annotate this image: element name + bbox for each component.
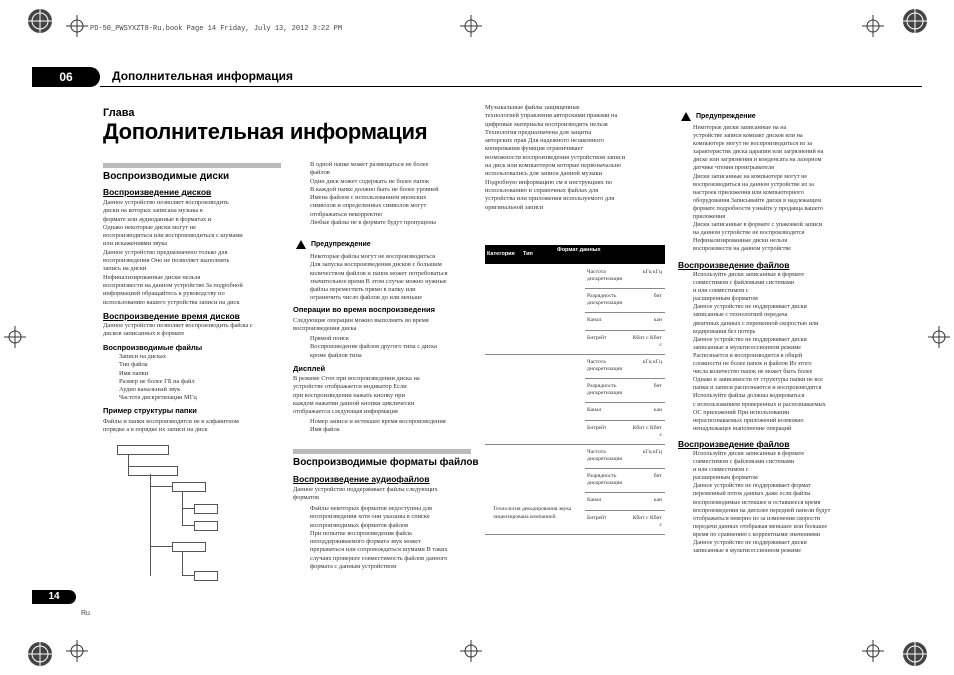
text-line: записанные с технологией передача (693, 311, 788, 319)
text-line: воспроизведения на дисплее передней панели будут (693, 506, 831, 514)
text-line: Прямой поиск (310, 335, 349, 342)
text-line: нераспознаваемых приложений возможно (693, 416, 804, 424)
table-cell-value: бит (653, 473, 662, 479)
chapter-tab-bar (32, 67, 922, 87)
folder-3 (172, 542, 206, 552)
warning-icon (296, 240, 306, 249)
warning-text (693, 124, 858, 254)
text-line: Однако некоторые диски могут не (103, 223, 196, 231)
table-row-divider (485, 534, 665, 535)
text-line: При попытке воспроизведения файла (310, 529, 412, 537)
table-cell-label: Битрейт (587, 425, 607, 431)
text-line: Данное устройство позволяет воспроизводить (103, 199, 229, 206)
text-line: диски на которых записана музыка в (103, 207, 203, 215)
format-table-header (485, 245, 665, 264)
playback-operations-text (293, 317, 478, 334)
text-line: совместимом с файловыми системами (693, 458, 795, 466)
warning-icon (681, 112, 691, 121)
crosshair-mark-right-middle (928, 326, 950, 348)
playback-operations-list (298, 335, 490, 360)
text-line: ограничить число файлов до или меньше (310, 294, 423, 302)
text-line: копирования функция ограничивает (485, 145, 584, 153)
text-line: Имя файла (310, 426, 340, 434)
warning-text (298, 253, 490, 303)
text-line: возможности воспроизведения устройством записи (485, 153, 626, 161)
text-line: Данное устройство позволяет воспроизводить файлы с (103, 322, 253, 329)
text-line: Частота дискретизации МГц (119, 394, 197, 402)
text-line: Данное устройство не поддерживает диски (693, 335, 807, 343)
text-line: на диск или компьютером которые первоначально (485, 162, 622, 170)
table-cell-label: Разрядность дискретизации (587, 473, 623, 486)
text-line: Воспроизведение файлов другого типа с диска (310, 343, 438, 351)
registration-mark-bottom-right (897, 636, 933, 672)
text-line: и или совместимом с (693, 466, 749, 474)
tab-rule (100, 86, 922, 87)
text-line: Нефинализированные диски нельзя (693, 237, 788, 245)
text-line: Данное устройство не поддерживает диски (693, 303, 807, 311)
text-line: дисков записанных в формате (103, 330, 185, 338)
text-line: папки и записи распознаются и воспроизводятся (693, 384, 822, 392)
folder-structure-text (103, 418, 283, 435)
text-line: передачи данных отображая меньшее или большее (693, 522, 828, 530)
text-line: с использованием проверенных и распознаваемых (693, 400, 826, 408)
section-bar (293, 449, 471, 454)
page-number: 14 (32, 590, 76, 604)
table-row-divider (585, 468, 665, 469)
audio-files-note (298, 505, 490, 571)
audio-files-text (293, 486, 478, 503)
text-line: записанные в мультисессионном режиме (693, 343, 802, 351)
text-line: воспроизводиться или воспроизводиться с шумами (103, 232, 243, 240)
text-line: переменный поток данных даже если файлы (693, 490, 811, 498)
table-cell-label: Битрейт (587, 335, 607, 341)
text-line: использованию и справочных файлах для (485, 186, 599, 194)
table-cell-value: Кбит с Кбит с (632, 515, 662, 528)
dvd-playback-text (103, 322, 283, 339)
text-line: сложности не более папок и файлов Из этого (693, 360, 812, 368)
text-line: Имя папки (119, 369, 149, 377)
text-line: Технология предназначена для защиты (485, 128, 592, 136)
text-line: информацией обращайтесь к руководству по (103, 290, 225, 298)
text-line: воспроизведения хотя они указаны в списке (310, 513, 430, 521)
text-line: запись на диски (103, 265, 147, 273)
text-line: Аудио канальный звук (119, 386, 181, 394)
table-cell-value: бит (653, 293, 662, 299)
crosshair-mark-bottom-center (460, 640, 482, 662)
text-line: Музыкальные файлы защищенные (485, 104, 580, 111)
registration-mark-bottom-left (22, 636, 58, 672)
text-line: воспроизводимые истекшее и оставшееся время (693, 498, 821, 506)
crosshair-mark-bottom-right (862, 640, 884, 662)
text-line: на данном устройстве не воспроизводятся (693, 229, 805, 237)
text-line: числа количество папок не может быть более (693, 368, 813, 376)
text-line: значительное время В этом случае можно нужные (310, 277, 447, 285)
text-line: Имена файлов с использованием японских (310, 194, 427, 202)
text-line: авторских прав Для надежного незаконного (485, 137, 605, 145)
table-footnote (493, 506, 663, 521)
text-line: Для запуска воспроизведения дисков с большим (310, 261, 442, 269)
text-line: отображаться некорректно (310, 210, 383, 218)
table-row-divider (585, 288, 665, 289)
text-line: оборудования Записывайте диски в надлежащем (693, 196, 822, 204)
warning-title: Предупреждение (696, 113, 756, 120)
table-cell-value: кГц кГц (642, 449, 662, 455)
subsection-wma-files: Воспроизведение файлов (678, 439, 790, 449)
text-line: В каждой папке должно быть не более уровней (310, 185, 439, 193)
table-cell-value: кГц кГц (642, 359, 662, 365)
table-cell-label: Канал (587, 497, 602, 503)
text-line: характеристик диска царапин или загрязнений на (693, 148, 824, 156)
text-line: Некоторые файлы могут не воспроизводиться (310, 253, 436, 260)
folder-limits-text (298, 161, 490, 227)
chapter-tab-title: Дополнительная информация (112, 69, 293, 83)
text-line: воспроизведения Оно не позволяет выполнять (103, 257, 230, 265)
folder-structure-title: Пример структуры папки (103, 406, 197, 415)
language-code: Ru (81, 610, 90, 617)
text-line: и или совместимом с (693, 287, 749, 295)
text-line: воспроизводиться на данном устройстве из за (693, 180, 814, 188)
table-row-divider (485, 354, 665, 355)
table-cell-label: Канал (587, 317, 602, 323)
text-line: ОС приложений При использовании (693, 408, 790, 416)
text-line: случаях проверьте совместимость файлов данного (310, 554, 448, 562)
playback-operations-title: Операции во время воспроизведения (293, 305, 435, 314)
table-cell-label: Битрейт (587, 515, 607, 521)
text-line: устройстве отображается индикатор Если (293, 383, 407, 391)
text-line: воспроизведения диска (293, 325, 357, 333)
table-row-divider (585, 378, 665, 379)
disc-playback-text (103, 199, 283, 307)
table-row-divider (585, 312, 665, 313)
playable-files-list (107, 353, 289, 403)
table-cell-value: кГц кГц (642, 269, 662, 275)
table-cell-value: кан (653, 317, 662, 323)
text-line: символов и определенных символов могут (310, 202, 427, 210)
text-line: оригинальной записи (485, 203, 544, 211)
text-line: Используйте диски записанные в формате (693, 271, 805, 278)
text-line: файлов (310, 169, 330, 177)
text-line: Используйте файлы должны кодироваться (693, 392, 805, 400)
text-line: настроек приложения или компьютерного (693, 188, 804, 196)
text-line: Следующие операции можно выполнять во время (293, 317, 429, 324)
table-header-format: Формат данных (557, 247, 601, 253)
section-title-formats: Воспроизводимые форматы файлов (293, 457, 479, 468)
text-line: технологией управления авторскими правами на (485, 112, 618, 120)
text-line: формате или аудиоданные в форматах и (103, 215, 212, 223)
table-cell-value: кан (653, 497, 662, 503)
text-line: Файлы некоторых форматов недоступны для (310, 505, 432, 512)
table-cell-label: Частота дискретизации (587, 269, 623, 282)
text-line: время по сравнению с корректными значениями (693, 530, 821, 538)
text-line: Записи на дисках (119, 353, 167, 360)
file-1 (194, 504, 218, 514)
table-row-divider (585, 492, 665, 493)
text-line: кодирования без потерь (693, 327, 756, 335)
text-line: или искажениями звука (103, 240, 168, 248)
crosshair-mark-bottom-left (66, 640, 88, 662)
text-line: датчике чтения проигрывателя (693, 164, 774, 172)
drm-text (485, 104, 670, 212)
text-line: компьютере могут не воспроизводиться из за (693, 140, 813, 148)
text-line: устройства или приложения используемого для (485, 195, 615, 203)
text-line: Технология декодирования звука (493, 506, 572, 512)
warning-title: Предупреждение (311, 241, 371, 248)
subsection-disc-playback: Воспроизведение дисков (103, 187, 212, 197)
text-line: цифровые материалы воспроизводить нельзя (485, 120, 608, 128)
table-cell-label: Разрядность дискретизации (587, 293, 623, 306)
playable-files-title: Воспроизводимые файлы (103, 343, 203, 352)
display-title: Дисплей (293, 364, 326, 373)
text-line: Данное устройство поддерживает файлы следующих (293, 486, 438, 493)
text-line: количеством файлов и папок может потребоваться (310, 269, 448, 277)
subsection-dvd-playback: Воспроизведение время дисков (103, 311, 240, 321)
text-line: каждом нажатии данной кнопки циклически (293, 399, 415, 407)
crosshair-mark-left-middle (4, 326, 26, 348)
file-header: PD-50_PWSYXZT8-Ru.book Page 14 Friday, July 13, 2012 3:22 PM (90, 25, 343, 33)
text-line: Один диск может содержать не более папок (310, 177, 430, 185)
folder-1 (128, 466, 178, 476)
text-line: Тип файла (119, 361, 148, 369)
registration-mark-top-right (897, 3, 933, 39)
text-line: Используйте диски записанные в формате (693, 450, 805, 457)
mp3-files-text (693, 271, 858, 433)
text-line: формата с данным устройством (310, 563, 397, 571)
text-line: двоичных данных с переменной скоростью или (693, 319, 819, 327)
text-line: устройстве записи компакт дисков или на (693, 132, 803, 140)
section-bar (103, 163, 281, 168)
file-3 (194, 571, 218, 581)
text-line: Распознается и воспроизводится в общей (693, 351, 803, 359)
text-line: воспроизвести на данном устройстве За подробной (103, 281, 243, 289)
text-line: Любые файлы не в формате будут пропущены (310, 219, 436, 227)
text-line: отображаться неверно из за изменения скорости (693, 514, 821, 522)
wma-files-text (693, 450, 858, 555)
text-line: Диски записанные на компьютере могут не (693, 172, 808, 180)
table-row-divider (485, 444, 665, 445)
text-line: совместимом с файловыми системами (693, 279, 795, 287)
display-list (298, 418, 490, 435)
text-line: В режиме Стоп при воспроизведении диска на (293, 375, 420, 382)
text-line: Однако в зависимости от структуры папки не все (693, 376, 823, 384)
display-text (293, 375, 478, 416)
table-row-divider (585, 420, 665, 421)
folder-root (117, 445, 169, 455)
text-line: В одной папке может размещаться не более (310, 161, 429, 168)
table-cell-value: Кбит с Кбит с (632, 335, 662, 348)
table-row-divider (585, 330, 665, 331)
text-line: расширенным форматом (693, 295, 758, 303)
table-cell-value: бит (653, 383, 662, 389)
chapter-label: Глава (103, 107, 135, 119)
text-line: файлы переместить прямо в папку или (310, 286, 416, 294)
text-line: Подробную информацию см в инструкциях по (485, 178, 613, 186)
text-line: неподдерживаемого формата звук может (310, 538, 421, 546)
text-line: Файлы и папки воспроизводятся не в алфавитном (103, 418, 239, 425)
registration-mark-top-left (22, 3, 58, 39)
table-cell-label: Разрядность дискретизации (587, 383, 623, 396)
text-line: записанные в мультисессионном режиме (693, 547, 802, 555)
text-line: Номер записи и истекшее время воспроизведения (310, 418, 446, 425)
subsection-audio-files: Воспроизведение аудиофайлов (293, 474, 430, 484)
text-line: приложения (693, 213, 726, 221)
text-line: Размер не более ГБ на файл (119, 377, 195, 385)
text-line: Некоторые диски записанные на на (693, 124, 787, 131)
text-line: использовались для записи данной музыки (485, 170, 603, 178)
crosshair-mark-top-center (460, 15, 482, 37)
table-cell-value: кан (653, 407, 662, 413)
text-line: диске или загрязнения и конденсата на лазерном (693, 156, 822, 164)
subsection-mp3-files: Воспроизведение файлов (678, 260, 790, 270)
table-row-divider (585, 402, 665, 403)
text-line: кроме файлов типа (310, 351, 362, 359)
text-line: Данное устройство предназначено только для (103, 248, 228, 256)
text-line: отображается следующая информация (293, 408, 398, 416)
file-2 (194, 521, 218, 531)
table-cell-value: Кбит с Кбит с (632, 425, 662, 438)
table-cell-label: Частота дискретизации (587, 449, 623, 462)
table-cell-label: Частота дискретизации (587, 359, 623, 372)
text-line: расширенным форматом (693, 474, 758, 482)
chapter-number-badge: 06 (32, 67, 100, 87)
text-line: Данное устройство не поддерживает формат (693, 482, 811, 490)
text-line: при воспроизведении нажать кнопку при (293, 391, 405, 399)
crosshair-mark-top-left (66, 15, 88, 37)
crosshair-mark-top-right (862, 15, 884, 37)
table-header-type: Тип (523, 251, 533, 257)
text-line: ненадлежащее выполнение операций (693, 424, 792, 432)
text-line: порядке а в порядке их записи на диск (103, 426, 208, 434)
text-line: Нефинализированные диски нельзя (103, 273, 201, 281)
text-line: использованию вашего устройства записи на диск (103, 298, 240, 306)
text-line: лицензирована компанией (493, 513, 556, 520)
text-line: воспроизвести на данном устройстве (693, 245, 791, 253)
table-cell-label: Канал (587, 407, 602, 413)
folder-2 (172, 482, 206, 492)
page-title: Дополнительная информация (103, 119, 428, 144)
text-line: Данное устройство не поддерживает диски (693, 539, 807, 547)
text-line: Диски записанные в формате с упаковкой записи (693, 221, 823, 229)
text-line: воспроизводимых форматов файлов (310, 521, 409, 529)
section-title-discs: Воспроизводимые диски (103, 171, 230, 182)
text-line: формате подробности узнайте у продавца вашего (693, 204, 823, 212)
table-header-category: Категория (487, 251, 515, 257)
text-line: прерываться или сопровождаться шумами В таких (310, 546, 448, 554)
text-line: форматов (293, 494, 320, 502)
